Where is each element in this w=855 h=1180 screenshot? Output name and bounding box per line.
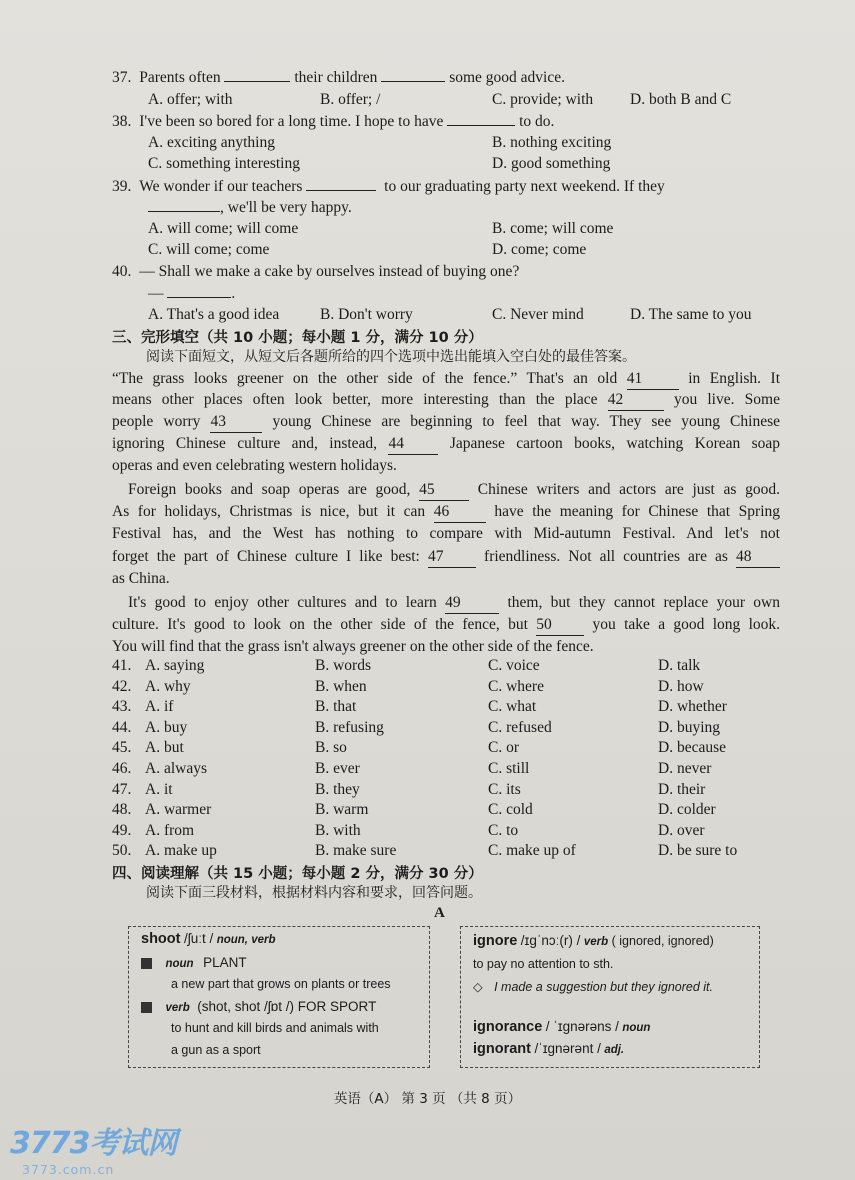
option: C. will come; come [148,241,270,258]
cloze-option-number: 48. [112,801,132,819]
cloze-option: A. saying [145,657,205,674]
option: D. both B and C [630,91,732,108]
cloze-option-number: 42. [112,677,132,695]
passage-line: as China. [112,570,170,587]
cloze-option: D. colder [658,801,716,819]
passage-line: Festival has, and the West has nothing to compare with Mid-autumn Festival. And let's not [112,525,780,542]
cloze-option: B. with [315,821,361,839]
option: B. come; will come [492,220,614,237]
option: C. Never mind [492,306,584,323]
passage-line: operas and even celebrating western holidays. [112,457,397,474]
passage-line: people worry 43 young Chinese are beginning to feel that way. They see young Chinese [112,412,780,433]
cloze-option: A. buy [145,718,188,736]
cloze-option: D. buying [658,718,720,736]
cloze-option: B. that [315,698,357,716]
question-39: 39. We wonder if our teachers to our graduating party next weekend. If they [112,178,665,195]
passage-line: forget the part of Chinese culture I like best: 47 friendliness. Not all countries are as 48 [112,547,780,568]
cloze-option: B. warm [315,801,369,819]
blank-48: 48 [736,547,780,568]
passage-line: As for holidays, Christmas is nice, but it can 46 have the meaning for Chinese that Spring [112,502,780,523]
page-footer: 英语（A） 第 3 页 （共 8 页） [333,1091,522,1107]
cloze-option: B. they [315,780,360,798]
blank-47: 47 [428,547,476,568]
blank-42: 42 [608,390,664,411]
cloze-option: B. make sure [315,842,397,860]
cloze-option-number: 43. [112,698,132,716]
passage-line: means other places often look better, more interesting than the place 42 you live. Some [112,390,780,411]
blank [224,81,290,82]
option: B. offer; / [320,91,381,108]
option: D. come; come [492,241,587,258]
option: B. Don't worry [320,306,413,323]
blank [148,211,220,212]
cloze-option: C. cold [488,801,533,819]
cloze-option: C. to [488,821,519,839]
cloze-option: A. always [145,760,207,777]
blank [306,190,376,191]
section-instruction: 阅读下面短文，从短文后各题所给的四个选项中选出能填入空白处的最佳答案。 [146,349,636,365]
option: A. offer; with [148,91,233,108]
cloze-option: D. over [658,821,705,839]
blank-43: 43 [210,412,262,433]
cloze-option: C. its [488,780,521,798]
option: A. That's a good idea [148,306,280,323]
cloze-option: B. words [315,657,371,674]
passage-line: It's good to enjoy other cultures and to learn 49 them, but they cannot replace your own [128,593,780,614]
cloze-option: C. voice [488,657,540,674]
dictionary-box-shoot: shoot /ʃuːt / noun, verb noun PLANT a new part that grows on plants or trees verb (shot, shot /ʃɒt /) FOR SPORT to hunt and kill birds and animals with a gun as a sport [128,926,430,1068]
diamond-bullet-icon: ◇ [473,980,483,994]
cloze-option: D. their [658,780,706,798]
cloze-option-number: 47. [112,780,132,798]
cloze-option: A. it [145,780,173,798]
blank-49: 49 [445,593,499,614]
question-40-answer: — . [148,285,236,302]
cloze-option: B. when [315,677,367,695]
cloze-option: C. where [488,677,544,695]
section-title: 四、阅读理解（共 15 小题；每小题 2 分，满分 30 分） [112,866,483,882]
cloze-option-number: 41. [112,657,132,674]
cloze-option-number: 44. [112,718,132,736]
cloze-option: A. make up [145,842,217,860]
option: C. something interesting [148,155,300,172]
cloze-option: D. never [658,760,712,777]
logo-text: 3773考试网 [10,1126,177,1161]
cloze-option-number: 49. [112,821,132,839]
blank [447,125,515,126]
question-37: 37. Parents often their children some good advice. [112,69,565,86]
cloze-option: C. what [488,698,537,716]
cloze-option: D. talk [658,657,701,674]
cloze-option: B. ever [315,760,360,777]
option: A. will come; will come [148,220,299,237]
blank-50: 50 [536,615,584,636]
cloze-option-number: 50. [112,842,132,860]
cloze-option: D. how [658,677,704,695]
cloze-option: D. be sure to [658,842,738,860]
cloze-option: C. or [488,739,519,757]
option: C. provide; with [492,91,594,108]
question-39-cont: , we'll be very happy. [148,198,352,218]
cloze-option: C. make up of [488,842,576,860]
square-bullet-icon [141,958,152,969]
option: D. good something [492,155,611,172]
passage-line: “The grass looks greener on the other side of the fence.” That's an old 41 in English. It [112,369,780,390]
passage-line: You will find that the grass isn't always greener on the other side of the fence. [112,638,594,655]
site-logo [10,1118,177,1177]
blank [167,297,231,298]
dictionary-box-ignore: ignore /ɪgˈnɔː(r) / verb ( ignored, ignored) to pay no attention to sth. ◇ I made a suggestion but they ignored it. ignorance / ˈɪgnərəns / noun ignorant /ˈɪgnərənt / adj. [460,926,760,1068]
section-title: 三、完形填空（共 10 小题；每小题 1 分，满分 10 分） [112,330,483,346]
blank-46: 46 [434,502,486,523]
cloze-option: C. refused [488,718,552,736]
section-instruction: 阅读下面三段材料，根据材料内容和要求，回答问题。 [146,885,482,901]
passage-line: ignoring Chinese culture and, instead, 44 Japanese cartoon books, watching Korean soap [112,434,780,455]
cloze-option: A. why [145,677,191,695]
cloze-option: D. because [658,739,726,757]
part-label: A [434,905,445,921]
logo-url: 3773.com.cn [22,1162,115,1177]
option: A. exciting anything [148,134,275,151]
cloze-option: A. if [145,698,174,716]
cloze-option-number: 46. [112,760,132,777]
blank-45: 45 [419,480,469,501]
cloze-option: A. warmer [145,801,212,819]
passage-line: Foreign books and soap operas are good, 45 Chinese writers and actors are just as good. [128,480,780,501]
question-40: 40. — Shall we make a cake by ourselves instead of buying one? [112,263,520,280]
blank-41: 41 [627,369,679,390]
option: B. nothing exciting [492,134,612,151]
passage-line: culture. It's good to look on the other side of the fence, but 50 you take a good long look. [112,615,780,636]
cloze-option: A. but [145,739,184,757]
option: D. The same to you [630,306,752,323]
blank [381,81,445,82]
cloze-option: B. refusing [315,718,384,736]
cloze-option: B. so [315,739,347,757]
cloze-option: D. whether [658,698,727,716]
blank-44: 44 [388,434,438,455]
cloze-option: C. still [488,760,530,777]
square-bullet-icon [141,1002,152,1013]
cloze-option-number: 45. [112,739,132,757]
question-38: 38. I've been so bored for a long time. I hope to have to do. [112,113,555,130]
cloze-option: A. from [145,821,195,839]
